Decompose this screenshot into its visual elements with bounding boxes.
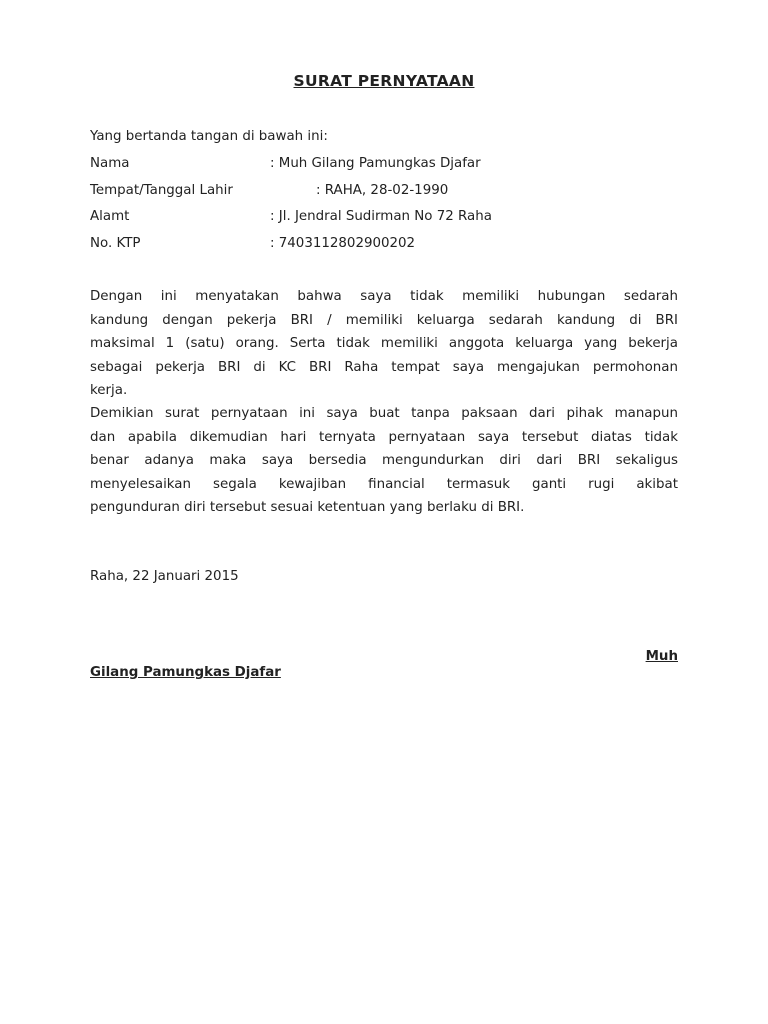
field-label-ktp: No. KTP (90, 236, 141, 251)
paragraph-line: menyelesaikan segala kewajiban financial termasuk ganti rugi akibat (90, 476, 678, 492)
signature-name-line1: Muh (645, 649, 678, 664)
paragraph-line: benar adanya maka saya bersedia mengundurkan diri dari BRI sekaligus (90, 453, 678, 468)
document-title: SURAT PERNYATAAN (293, 72, 475, 90)
paragraph-line: dan apabila dikemudian hari ternyata pernyataan saya tersebut diatas tidak (90, 429, 678, 445)
place-date: Raha, 22 Januari 2015 (90, 569, 239, 584)
field-label-alamat: Alamt (90, 209, 130, 224)
paragraph-line: kerja. (90, 383, 128, 398)
paragraph-line: sebagai pekerja BRI di KC BRI Raha tempat saya mengajukan permohonan (90, 359, 678, 375)
paragraph-line: kandung dengan pekerja BRI / memiliki keluarga sedarah kandung di BRI (90, 312, 678, 328)
paragraph-2 (90, 402, 678, 520)
paragraph-line: Demikian surat pernyataan ini saya buat tanpa paksaan dari pihak manapun (90, 406, 678, 421)
paragraph-1 (90, 285, 678, 403)
field-value-ttl: : RAHA, 28-02-1990 (316, 183, 449, 198)
field-label-ttl: Tempat/Tanggal Lahir (90, 183, 233, 198)
field-value-alamat: : Jl. Jendral Sudirman No 72 Raha (270, 209, 492, 224)
paragraph-line: Dengan ini menyatakan bahwa saya tidak memiliki hubungan sedarah (90, 289, 678, 304)
field-value-ktp: : 7403112802900202 (270, 236, 416, 251)
field-label-nama: Nama (90, 156, 130, 171)
field-value-nama: : Muh Gilang Pamungkas Djafar (270, 156, 481, 171)
paragraph-line: pengunduran diri tersebut sesuai ketentuan yang berlaku di BRI. (90, 500, 525, 515)
intro-text: Yang bertanda tangan di bawah ini: (90, 129, 328, 144)
signature-name-line2: Gilang Pamungkas Djafar (90, 665, 281, 680)
paragraph-line: maksimal 1 (satu) orang. Serta tidak memiliki anggota keluarga yang bekerja (90, 336, 678, 351)
